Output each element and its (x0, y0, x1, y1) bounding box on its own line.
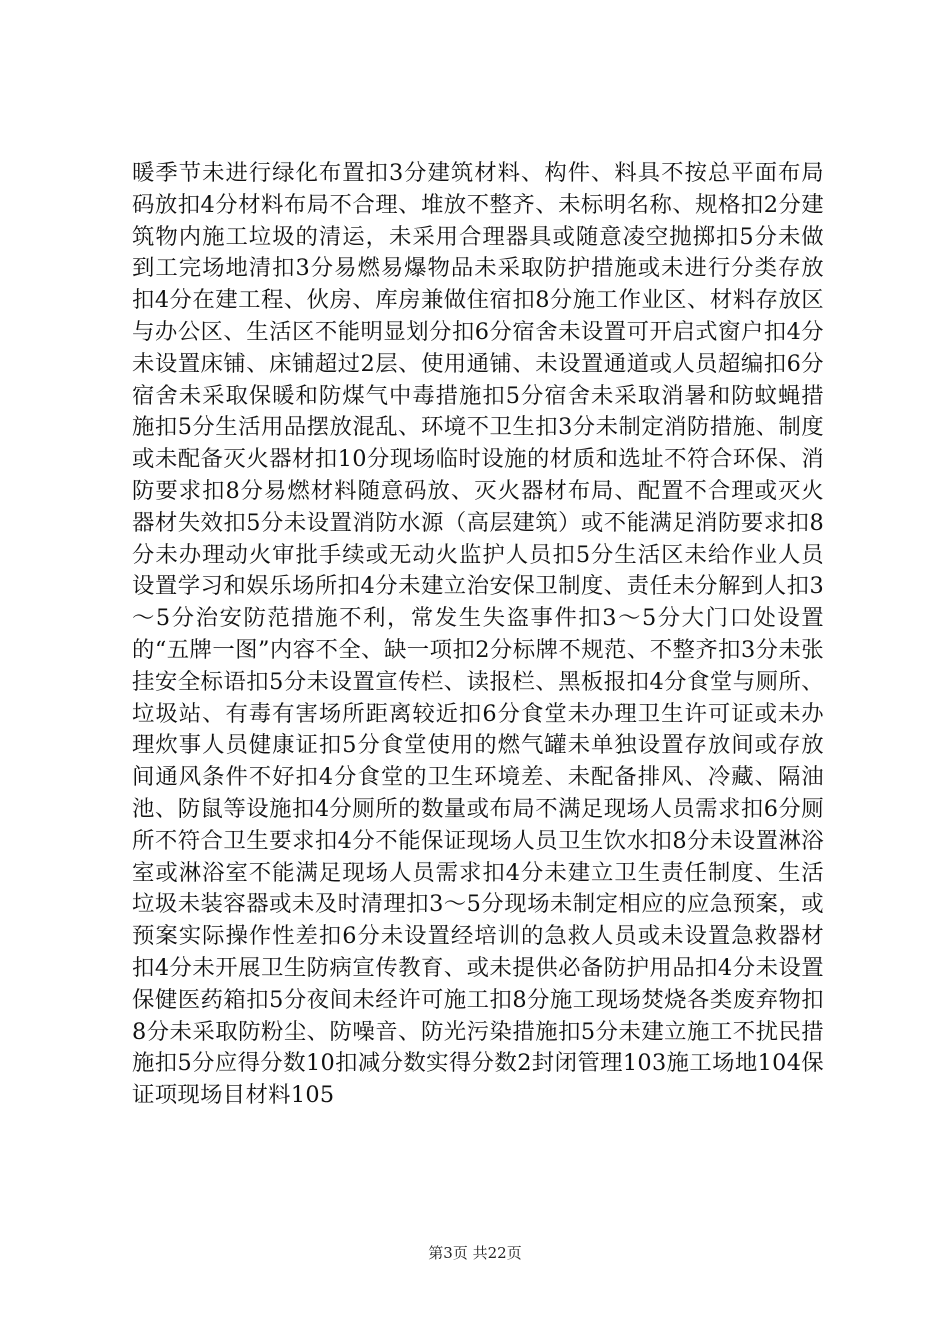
body-paragraph: 暖季节未进行绿化布置扣3分建筑材料、构件、料具不按总平面布局码放扣4分材料布局不合理、堆放不整齐、未标明名称、规格扣2分建筑物内施工垃圾的清运，未采用合理器具或随意凌空抛掷扣5分未做到工完场地清扣3分易燃易爆物品未采取防护措施或未进行分类存放扣4分在建工程、伙房、库房兼做住宿扣8分施工作业区、材料存放区与办公区、生活区不能明显划分扣6分宿舍未设置可开启式窗户扣4分未设置床铺、床铺超过2层、使用通铺、未设置通道或人员超编扣6分宿舍未采取保暖和防煤气中毒措施扣5分宿舍未采取消暑和防蚊蝇措施扣5分生活用品摆放混乱、环境不卫生扣3分未制定消防措施、制度或未配备灭火器材扣10分现场临时设施的材质和选址不符合环保、消防要求扣8分易燃材料随意码放、灭火器材布局、配置不合理或灭火器材失效扣5分未设置消防水源（高层建筑）或不能满足消防要求扣8分未办理动火审批手续或无动火监护人员扣5分生活区未给作业人员设置学习和娱乐场所扣4分未建立治安保卫制度、责任未分解到人扣3～5分治安防范措施不利，常发生失盗事件扣3～5分大门口处设置的“五牌一图”内容不全、缺一项扣2分标牌不规范、不整齐扣3分未张挂安全标语扣5分未设置宣传栏、读报栏、黑板报扣4分食堂与厕所、垃圾站、有毒有害场所距离较近扣6分食堂未办理卫生许可证或未办理炊事人员健康证扣5分食堂使用的燃气罐未单独设置存放间或存放间通风条件不好扣4分食堂的卫生环境差、未配备排风、冷藏、隔油池、防鼠等设施扣4分厕所的数量或布局不满足现场人员需求扣6分厕所不符合卫生要求扣4分不能保证现场人员卫生饮水扣8分未设置淋浴室或淋浴室不能满足现场人员需求扣4分未建立卫生责任制度、生活垃圾未装容器或未及时清理扣3～5分现场未制定相应的应急预案，或预案实际操作性差扣6分未设置经培训的急救人员或未设置急救器材扣4分未开展卫生防病宣传教育、或未提供必备防护用品扣4分未设置保健医药箱扣5分夜间未经许可施工扣8分施工现场焚烧各类废弃物扣8分未采取防粉尘、防噪音、防光污染措施扣5分未建立施工不扰民措施扣5分应得分数10扣减分数实得分数2封闭管理103施工场地104保证项现场目材料105 (132, 160, 824, 1109)
page-number-footer: 第3页 共22页 (428, 1244, 522, 1262)
